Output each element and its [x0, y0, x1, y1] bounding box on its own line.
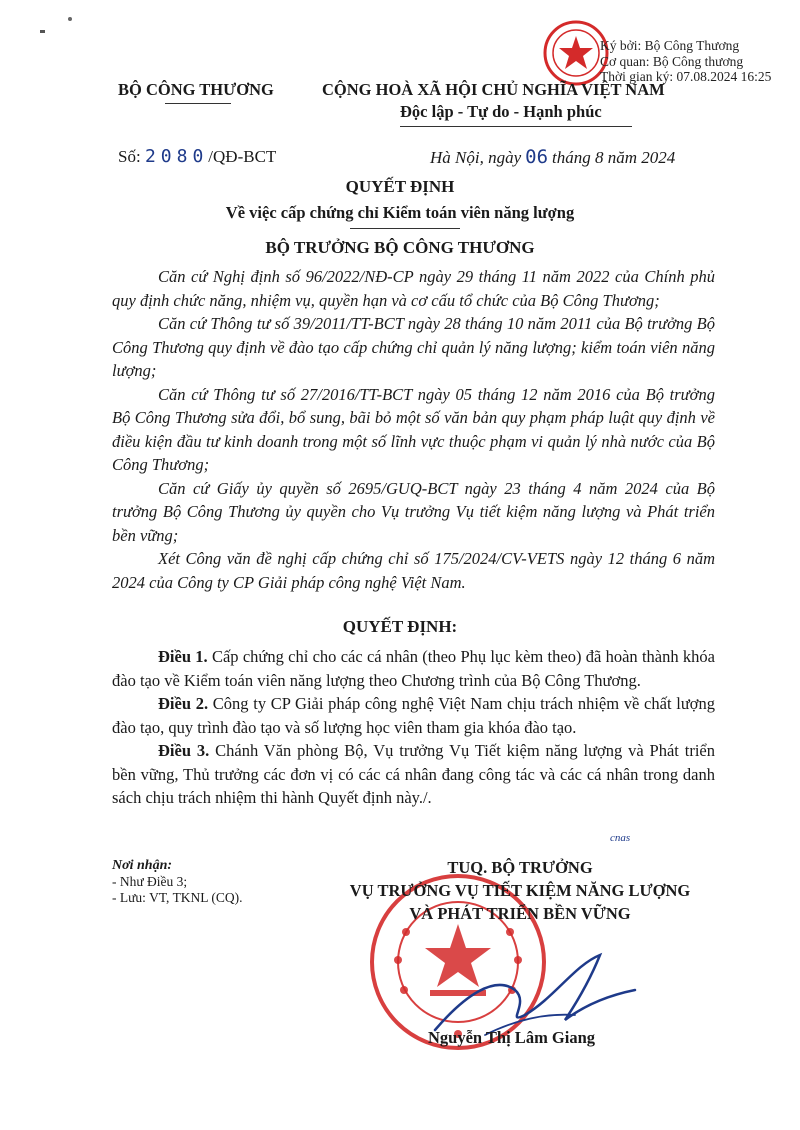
- date-prefix: Hà Nội, ngày: [430, 148, 522, 167]
- national-motto: Độc lập - Tự do - Hạnh phúc: [400, 102, 602, 121]
- country-name: CỘNG HOÀ XÃ HỘI CHỦ NGHĨA VIỆT NAM: [322, 80, 665, 99]
- doc-number-suffix: /QĐ-BCT: [208, 147, 277, 166]
- date-rest: tháng 8 năm 2024: [552, 148, 676, 167]
- document-subtitle: Về việc cấp chứng chỉ Kiểm toán viên năng lượng: [225, 203, 575, 222]
- preamble-clause: Căn cứ Nghị định số 96/2022/NĐ-CP ngày 29 tháng 11 năm 2022 của Chính phủ quy định chức năng, nhiệm vụ, quyền hạn và cơ cấu tổ chức của Bộ Công Thương;: [112, 267, 715, 310]
- article-text: Cấp chứng chỉ cho các cá nhân (theo Phụ lục kèm theo) đã hoàn thành khóa đào tạo về Kiểm toán viên năng lượng theo Chương trình của Bộ Công Thương.: [112, 647, 715, 690]
- subtitle-underline: [350, 228, 460, 229]
- agency-underline: [165, 103, 231, 104]
- decision-heading: QUYẾT ĐỊNH:: [342, 617, 458, 636]
- document-title: QUYẾT ĐỊNH: [345, 177, 455, 196]
- date-day: 06: [525, 146, 549, 168]
- signature-line-1: TUQ. BỘ TRƯỞNG: [447, 858, 593, 877]
- recipients: [112, 858, 243, 906]
- signer-name: Nguyễn Thị Lâm Giang: [428, 1028, 596, 1047]
- article-label: Điều 2.: [158, 694, 209, 713]
- document-number: [118, 146, 276, 167]
- preamble-clause: Xét Công văn đề nghị cấp chứng chỉ số 175/2024/CV-VETS ngày 12 tháng 6 năm 2024 của Công ty CP Giải pháp công nghệ Việt Nam.: [112, 549, 715, 592]
- scan-speck: [40, 30, 45, 33]
- scan-speck: [68, 17, 72, 21]
- signed-by: Ký bởi: Bộ Công Thương: [600, 38, 740, 53]
- doc-number-value: 2080: [144, 146, 209, 167]
- document-date: [430, 146, 675, 168]
- motto-underline: [400, 126, 632, 127]
- signature-line-2: VỤ TRƯỞNG VỤ TIẾT KIỆM NĂNG LƯỢNG: [349, 881, 691, 900]
- digital-signature-info: [600, 38, 771, 85]
- recipient-item: - Như Điều 3;: [112, 874, 188, 889]
- recipients-heading: Nơi nhận:: [112, 858, 173, 873]
- article-text: Công ty CP Giải pháp công nghệ Việt Nam chịu trách nhiệm về chất lượng đào tạo, quy trình đào tạo và số lượng học viên tham gia khóa đào tạo.: [112, 694, 715, 737]
- issuing-agency: BỘ CÔNG THƯƠNG: [118, 80, 274, 99]
- articles: [112, 645, 715, 810]
- handwritten-initials: cnas: [610, 832, 631, 844]
- doc-number-prefix: Số:: [118, 147, 141, 166]
- signature-line-3: VÀ PHÁT TRIỂN BỀN VỮNG: [409, 904, 631, 923]
- article-text: Chánh Văn phòng Bộ, Vụ trưởng Vụ Tiết kiệm năng lượng và Phát triển bền vững, Thủ trưởng các đơn vị có các cá nhân đang công tác và các cá nhân trong danh sách chịu trách nhiệm thi hành Quyết định này./.: [112, 741, 715, 807]
- preamble-clause: Căn cứ Thông tư số 27/2016/TT-BCT ngày 05 tháng 12 năm 2016 của Bộ trưởng Bộ Công Thương sửa đổi, bổ sung, bãi bỏ một số văn bản quy phạm pháp luật quy định về điều kiện đầu tư kinh doanh trong một số lĩnh vực thuộc phạm vi quản lý nhà nước của Bộ Công Thương;: [112, 384, 715, 474]
- recipient-item: - Lưu: VT, TKNL (CQ).: [112, 890, 243, 905]
- preamble-clause: Căn cứ Thông tư số 39/2011/TT-BCT ngày 28 tháng 10 năm 2011 của Bộ trưởng Bộ Công Thương quy định về đào tạo cấp chứng chỉ quản lý năng lượng; kiểm toán viên năng lượng;: [112, 314, 715, 380]
- article: [112, 739, 715, 810]
- article-label: Điều 1.: [158, 647, 208, 666]
- article: [112, 645, 715, 692]
- signature-block: [310, 856, 730, 925]
- signing-time: Thời gian ký: 07.08.2024 16:25: [600, 69, 772, 84]
- preamble-clause: Căn cứ Giấy ủy quyền số 2695/GUQ-BCT ngày 23 tháng 4 năm 2024 của Bộ trưởng Bộ Công Thương ủy quyền cho Vụ trưởng Vụ tiết kiệm năng lượng và Phát triển bền vững;: [112, 478, 715, 545]
- signing-agency: Cơ quan: Bộ Công thương: [600, 53, 744, 69]
- preamble: [112, 265, 715, 594]
- article: [112, 692, 715, 739]
- issuer-title: BỘ TRƯỞNG BỘ CÔNG THƯƠNG: [265, 238, 535, 257]
- article-label: Điều 3.: [158, 741, 210, 760]
